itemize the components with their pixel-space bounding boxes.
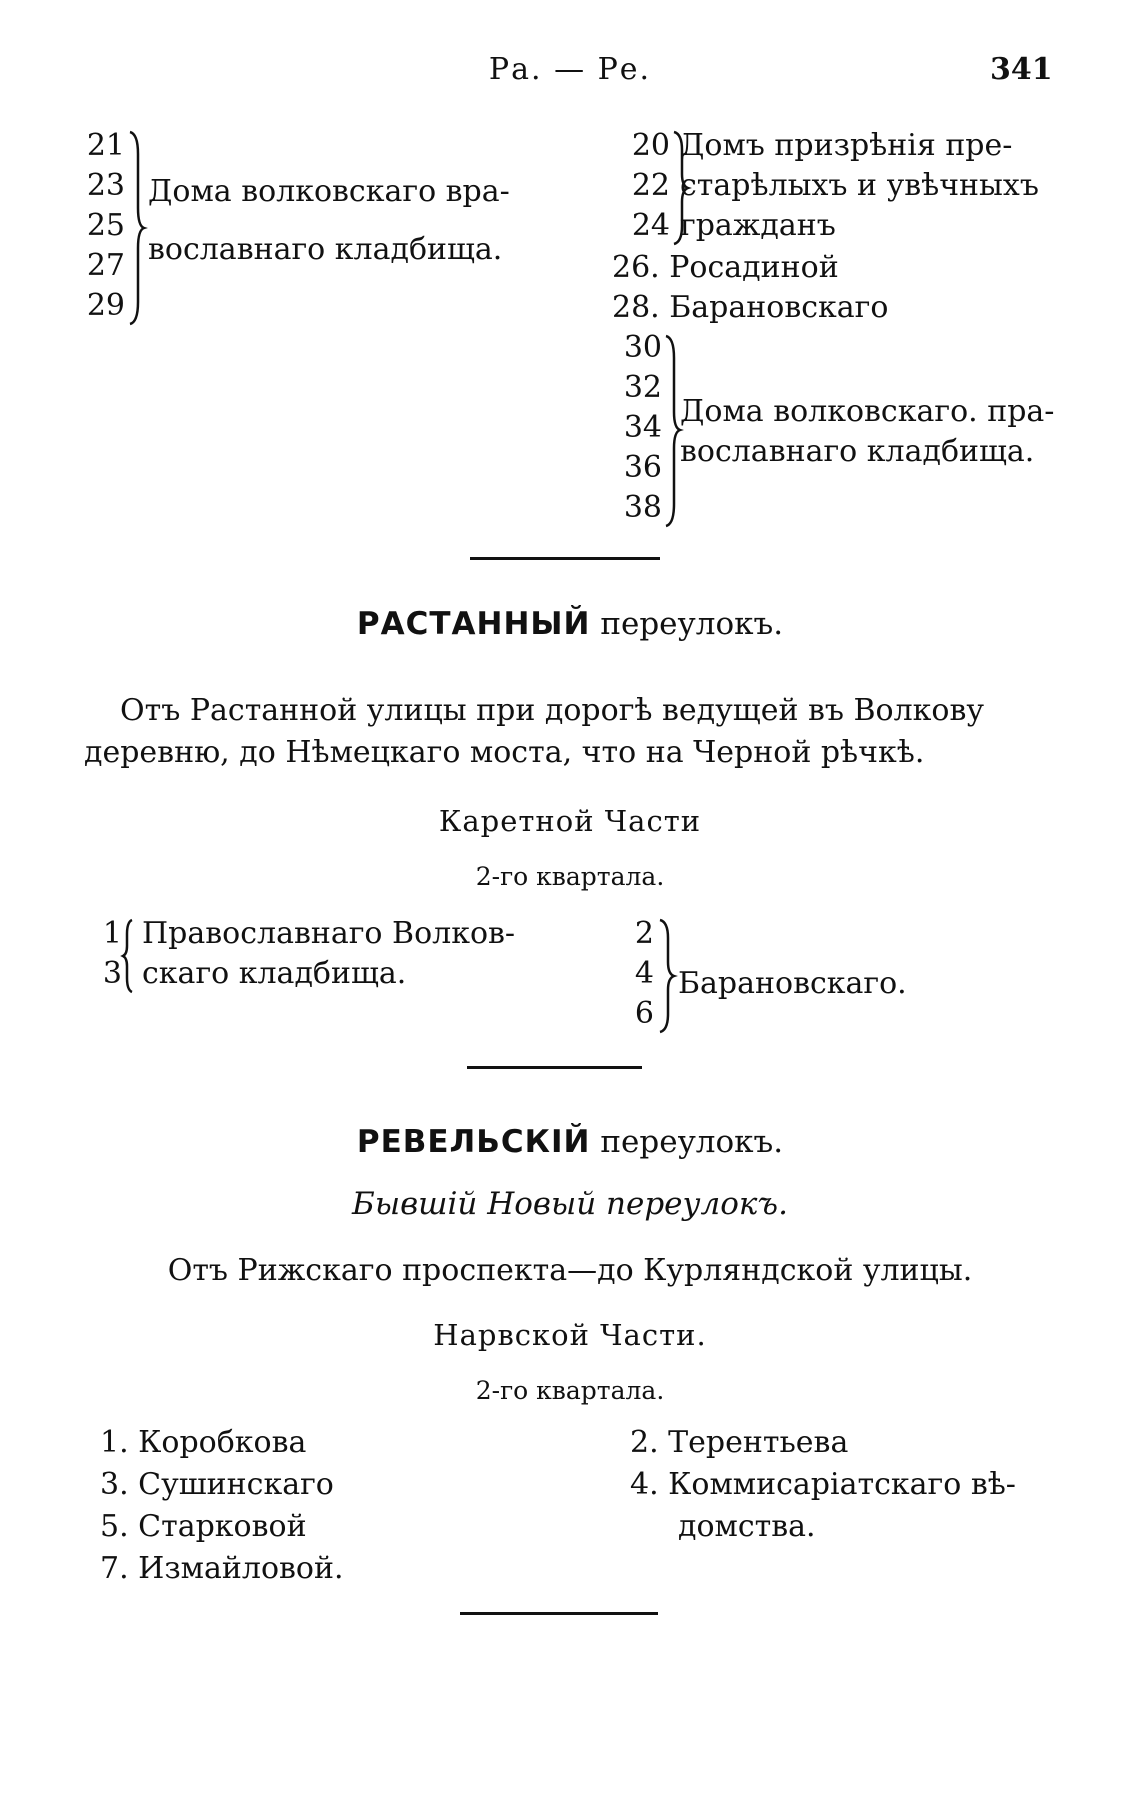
house-number: 34 (623, 410, 662, 445)
house-number: 21 (86, 128, 125, 163)
almshouse-entry (680, 126, 1039, 246)
house-number: 38 (623, 490, 662, 525)
street-name: РАСТАННЫЙ (356, 606, 591, 642)
right-house-numbers-group2 (610, 328, 662, 528)
house-number: 32 (623, 370, 662, 405)
owner-line: вославнаго кладбища. (148, 232, 503, 267)
quarter-label: 2-го квартала. (475, 862, 665, 891)
list-item-continuation: домства. (678, 1509, 816, 1544)
house-number: 22 (631, 168, 670, 203)
page-number: 341 (990, 52, 1053, 87)
police-part: Каретной Части (438, 804, 702, 838)
street-type: переулокъ. (590, 606, 784, 642)
house-number: 6 (634, 996, 654, 1031)
police-part: Нарвской Части. (433, 1318, 707, 1352)
even-side-list (630, 1422, 1016, 1548)
owner-line: вославнаго кладбища. (680, 434, 1035, 469)
owner-line: Дома волковскаго. пра- (680, 394, 1055, 429)
section-divider (467, 1066, 642, 1069)
street-description-line: деревню, до Нѣмецкаго моста, что на Черной рѣчкѣ. (84, 735, 925, 770)
house-entry: 26. Росадиной (612, 250, 839, 285)
street-title (0, 1124, 1140, 1160)
owner-line: гражданъ (680, 208, 836, 243)
list-item: 5. Старковой (100, 1509, 307, 1544)
house-number: 1 (102, 916, 122, 951)
street-title (0, 606, 1140, 642)
house-number: 23 (86, 168, 125, 203)
right-house-numbers-group1 (610, 126, 670, 246)
running-header: Ра. — Ре. (488, 52, 652, 87)
section-divider (470, 557, 660, 560)
owner-line: Барановскаго. (678, 966, 907, 1001)
house-number: 36 (623, 450, 662, 485)
street-type: переулокъ. (590, 1124, 784, 1160)
house-number: 25 (86, 208, 125, 243)
curly-brace-icon (126, 130, 146, 326)
former-name: Бывшій Новый переулокъ. (352, 1186, 788, 1222)
owner-line: скаго кладбища. (142, 956, 407, 991)
list-item: 3. Сушинскаго (100, 1467, 334, 1502)
owner-line: Домъ призрѣнія пре- (680, 128, 1013, 163)
list-item: 7. Измайловой. (100, 1551, 344, 1586)
quarter-label: 2-го квартала. (475, 1376, 665, 1405)
street-description-line: Отъ Растанной улицы при дорогѣ ведущей въ Волкову (120, 693, 985, 728)
house-number: 20 (631, 128, 670, 163)
house-number: 4 (634, 956, 654, 991)
house-number: 24 (631, 208, 670, 243)
list-item: 2. Терентьева (630, 1425, 849, 1460)
house-number: 27 (86, 248, 125, 283)
odd-side-list (100, 1422, 344, 1590)
house-number: 29 (86, 288, 125, 323)
street-description-line: Отъ Рижскаго проспекта—до Курляндской улицы. (167, 1253, 973, 1288)
house-number: 30 (623, 330, 662, 365)
right-house-numbers (620, 914, 654, 1034)
house-number: 2 (634, 916, 654, 951)
curly-brace-icon (656, 918, 676, 1034)
house-entry: 28. Барановскаго (612, 290, 889, 325)
house-number: 3 (102, 956, 122, 991)
owner-line: Православнаго Волков- (142, 916, 516, 951)
list-item: 4. Коммисаріатскаго вѣ- (630, 1467, 1016, 1502)
owner-line: старѣлыхъ и увѣчныхъ (680, 168, 1039, 203)
street-name: РЕВЕЛЬСКІЙ (356, 1124, 591, 1160)
left-house-numbers (70, 126, 125, 326)
curly-brace-icon (662, 334, 682, 528)
owner-line: Дома волковскаго вра- (148, 174, 510, 209)
left-house-numbers (92, 914, 122, 994)
curly-brace-icon (122, 918, 138, 994)
list-item: 1. Коробкова (100, 1425, 307, 1460)
section-divider (460, 1612, 658, 1615)
